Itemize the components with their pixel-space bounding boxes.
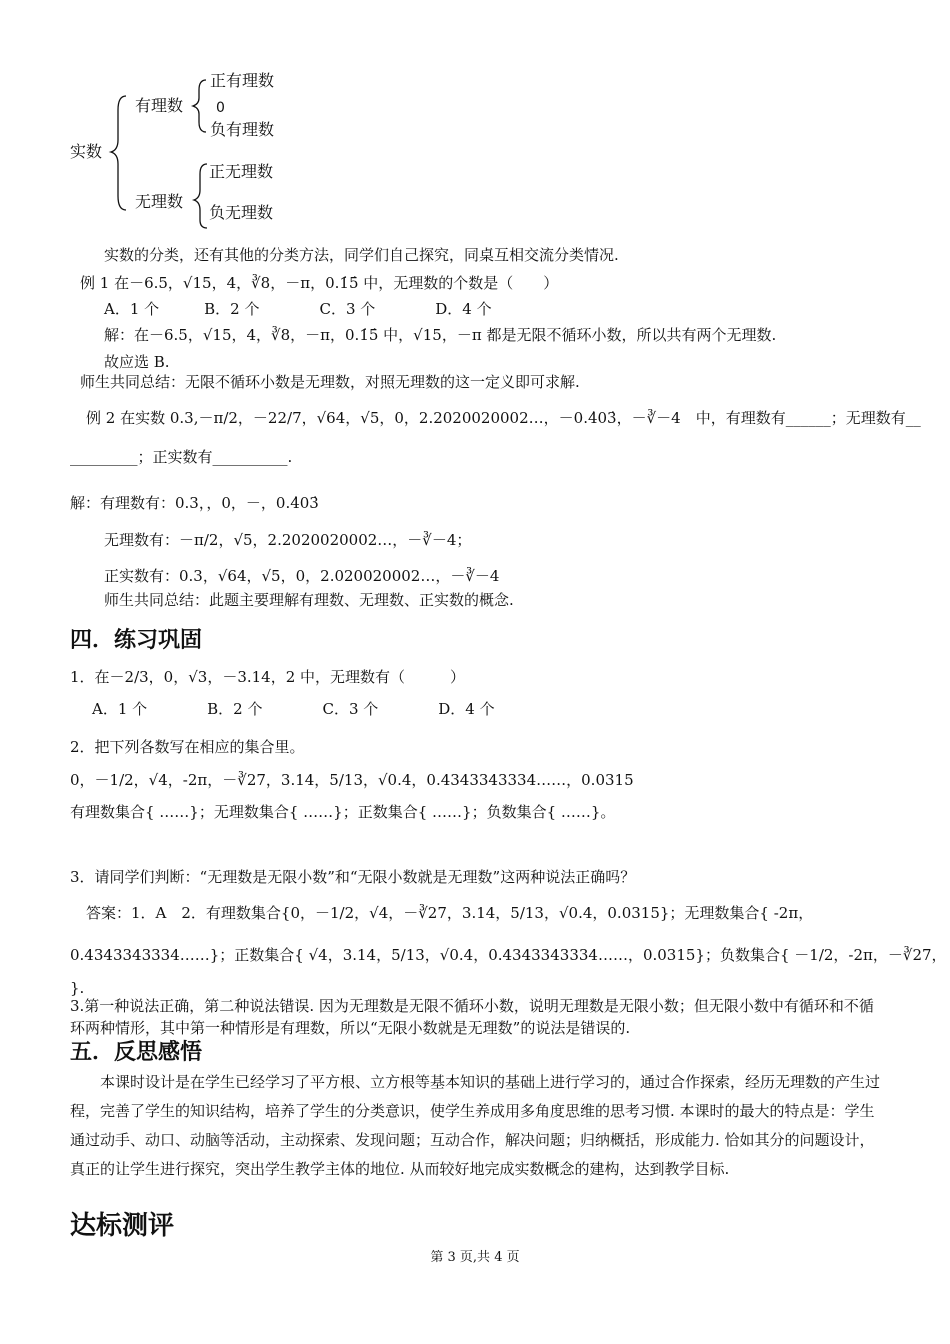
reflection-text: 本课时设计是在学生已经学习了平方根、立方根等基本知识的基础上进行学习的，通过合作探索，经历无理数的产生过程，完善了学生的知识结构，培养了学生的分类意识，使学生养成用多角度思维的思考习惯. 本课时的最大的特点是：学生通过动手、动口、动脑等活动，主动探索、发现问题；互动合作，解决问题；归纳概括，形成能力. 恰如其分的问题设计，真正的让学生进行探究，突出学生教学主体的地位. 从而较好地完成实数概念的建构，达到教学目标. [70, 1073, 881, 1178]
brace-rational [193, 80, 206, 132]
intro-text: 实数的分类，还有其他的分类方法，同学们自己探究，同桌互相交流分类情况. [104, 246, 619, 264]
tree-negative-rational: 负有理数 [210, 120, 275, 139]
section6-title: 达标测评 [70, 1211, 175, 1241]
example1-question: 例 1 在－6.5，√15，4，∛8，－π，0.1̇5̇ 中，无理数的个数是（ ） [80, 274, 559, 292]
example2-sol-positive: 正实数有：0.3，√64，√5，0，2.020020002…，－∛－4 [104, 567, 500, 585]
example2-summary: 师生共同总结：此题主要理解有理数、无理数、正实数的概念. [104, 591, 514, 609]
answer-q3: 3.第一种说法正确，第二种说法错误. 因为无理数是无限不循环小数，说明无理数是无限小数；但无限小数中有循环和不循环两种情形，其中第一种情形是有理数，所以“无限小数就是无理数”的说法是错误的. [70, 997, 874, 1037]
page-footer: 第 3 页,共 4 页 [430, 1250, 520, 1265]
answer-line1: 答案：1．A 2．有理数集合{0，－1/2，√4，－∛27，3.14，5/13，√0.4，0.0315}；无理数集合{ -2π， [86, 904, 814, 922]
practice-q2: 2．把下列各数写在相应的集合里。 [70, 738, 305, 756]
practice-q1: 1．在－2/3，0，√3，－3.14，2 中，无理数有（ ） [70, 668, 466, 686]
example2-sol-rational: 解：有理数有：0.3，，0，－，0.4̇03̇ [70, 494, 319, 512]
example1-options: A．1 个 B．2 个 C．3 个 D．4 个 [104, 300, 492, 318]
practice-q3: 3．请同学们判断：“无理数是无限小数”和“无限小数就是无理数”这两种说法正确吗？ [70, 868, 636, 886]
tree-root: 实数 [70, 142, 103, 161]
example2-question-cont: _________；正实数有__________. [70, 448, 293, 466]
brace-real [111, 96, 126, 210]
example1-summary: 师生共同总结：无限不循环小数是无理数，对照无理数的这一定义即可求解. [80, 373, 580, 391]
tree-irrational: 无理数 [135, 192, 184, 211]
practice-q2-numbers: 0，－1/2，√4，-2π，－∛27，3.14，5/13，√0.4，0.4343343334……，0.0315 [70, 771, 634, 789]
section4-title: 四．练习巩固 [70, 628, 203, 653]
example2-sol-irrational: 无理数有：－π/2，√5，2.2020020002…，－∛－4； [104, 531, 472, 549]
answer-line2: 0.4343343334……}；正数集合{ √4，3.14，5/13，√0.4，0.4343343334……，0.0315}；负数集合{ －1/2，-2π，－∛27， [70, 946, 947, 964]
tree-rational: 有理数 [135, 96, 184, 115]
tree-zero: 0 [216, 100, 225, 116]
tree-positive-irrational: 正无理数 [209, 162, 274, 181]
example1-solution: 解：在－6.5，√15，4，∛8，－π，0.1̇5̇ 中，√15，－π 都是无限不循环小数，所以共有两个无理数. [104, 326, 777, 344]
answer-line3: }. [70, 979, 85, 997]
tree-positive-rational: 正有理数 [210, 71, 275, 90]
practice-q2-sets: 有理数集合{ ……}；无理数集合{ ……}；正数集合{ ……}；负数集合{ ……}。 [70, 803, 616, 821]
example2-question: 例 2 在实数 0.3,－π/2，－22/7，√64，√5，0，2.2020020002…，－0.4̇03̇，－∛－4 中，有理数有______；无理数有__ [86, 409, 921, 427]
tree-negative-irrational: 负无理数 [209, 203, 274, 222]
practice-q1-options: A．1 个 B．2 个 C．3 个 D．4 个 [92, 700, 495, 718]
example1-answer: 故应选 B. [104, 353, 170, 371]
brace-irrational [194, 164, 207, 228]
section5-title: 五．反思感悟 [70, 1040, 203, 1065]
